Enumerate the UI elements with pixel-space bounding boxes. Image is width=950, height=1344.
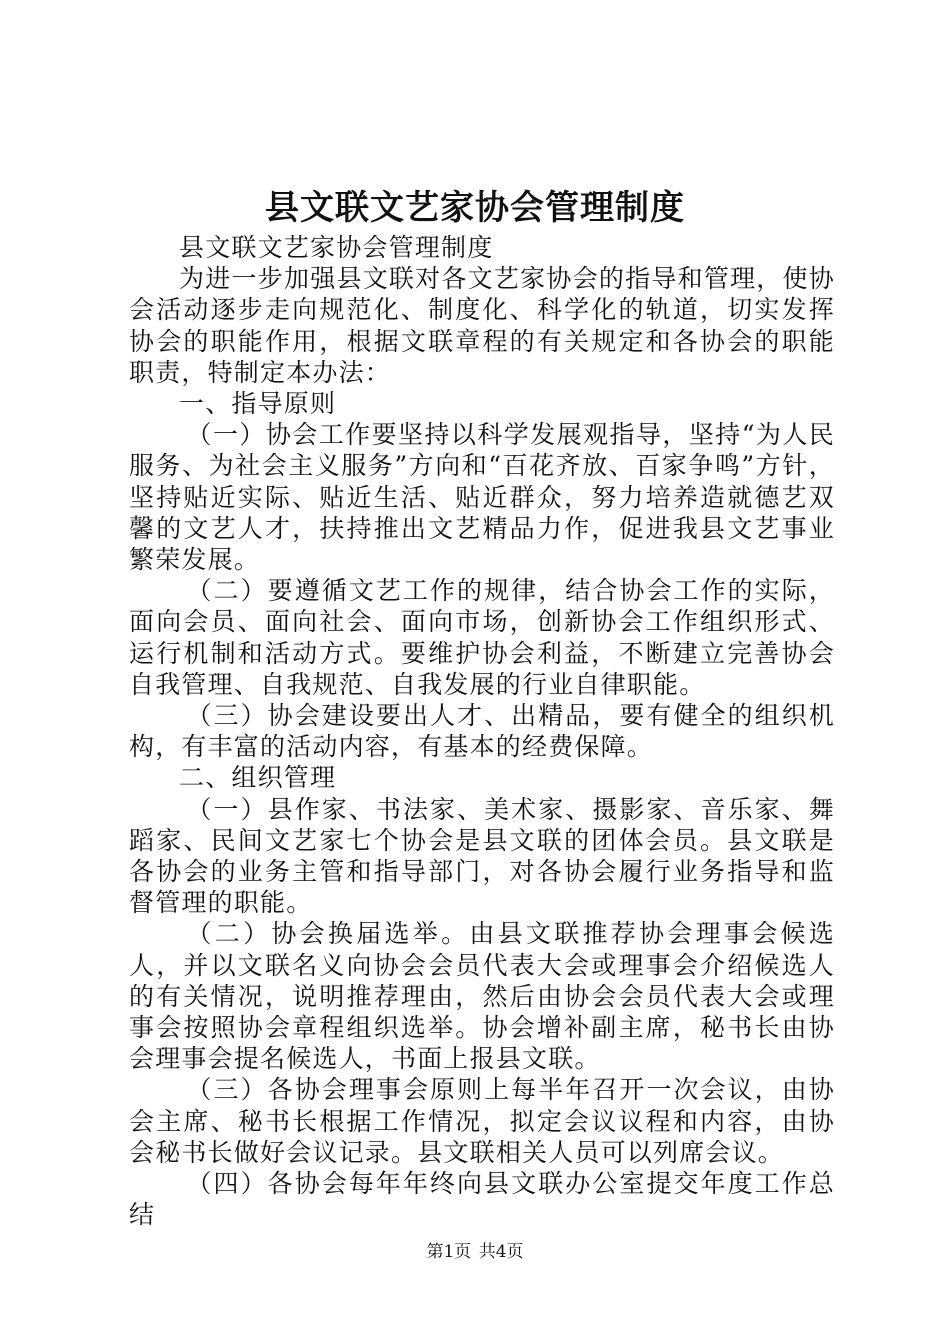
paragraph-principle-2: （二）要遵循文艺工作的规律，结合协会工作的实际，面向会员、面向社会、面向市场，创新协会工作组织形式、运行机制和活动方式。要维护协会利益，不断建立完善协会自我管理、自我规范、自我发展的行业自律职能。	[129, 576, 835, 699]
paragraph-organization-1: （一）县作家、书法家、美术家、摄影家、音乐家、舞蹈家、民间文艺家七个协会是县文联的团体会员。县文联是各协会的业务主管和指导部门，对各协会履行业务指导和监督管理的职能。	[129, 794, 835, 918]
paragraph-organization-2: （二）协会换届选举。由县文联推荐协会理事会候选人，并以文联名义向协会会员代表大会或理事会介绍候选人的有关情况，说明推荐理由，然后由协会会员代表大会或理事会按照协会章程组织选举。协会增补副主席，秘书长由协会理事会提名候选人，书面上报县文联。	[129, 919, 835, 1074]
page-number-current: 第1页	[426, 1242, 472, 1262]
paragraph-organization-3: （三）各协会理事会原则上每半年召开一次会议，由协会主席、秘书长根据工作情况，拟定会议议程和内容，由协会秘书长做好会议记录。县文联相关人员可以列席会议。	[129, 1075, 835, 1167]
document-body	[129, 232, 835, 1231]
paragraph-subtitle: 县文联文艺家协会管理制度	[179, 233, 494, 262]
document-title: 县文联文艺家协会管理制度	[265, 188, 685, 228]
page-number-total: 共4页	[478, 1242, 524, 1262]
section-heading-organization: 二、组织管理	[179, 763, 337, 793]
page-footer	[0, 1240, 950, 1264]
paragraph-organization-4: （四）各协会每年年终向县文联办公室提交年度工作总结	[129, 1169, 835, 1230]
section-heading-guiding-principles: 一、指导原则	[179, 389, 337, 419]
paragraph-principle-1: （一）协会工作要坚持以科学发展观指导，坚持“为人民服务、为社会主义服务”方向和“百花齐放、百家争鸣”方针，坚持贴近实际、贴近生活、贴近群众，努力培养造就德艺双馨的文艺人才，扶持推出文艺精品力作，促进我县文艺事业繁荣发展。	[129, 420, 835, 575]
paragraph-intro: 为进一步加强县文联对各文艺家协会的指导和管理，使协会活动逐步走向规范化、制度化、科学化的轨道，切实发挥协会的职能作用，根据文联章程的有关规定和各协会的职能职责，特制定本办法：	[129, 264, 835, 387]
paragraph-principle-3: （三）协会建设要出人才、出精品，要有健全的组织机构，有丰富的活动内容，有基本的经费保障。	[129, 701, 835, 762]
